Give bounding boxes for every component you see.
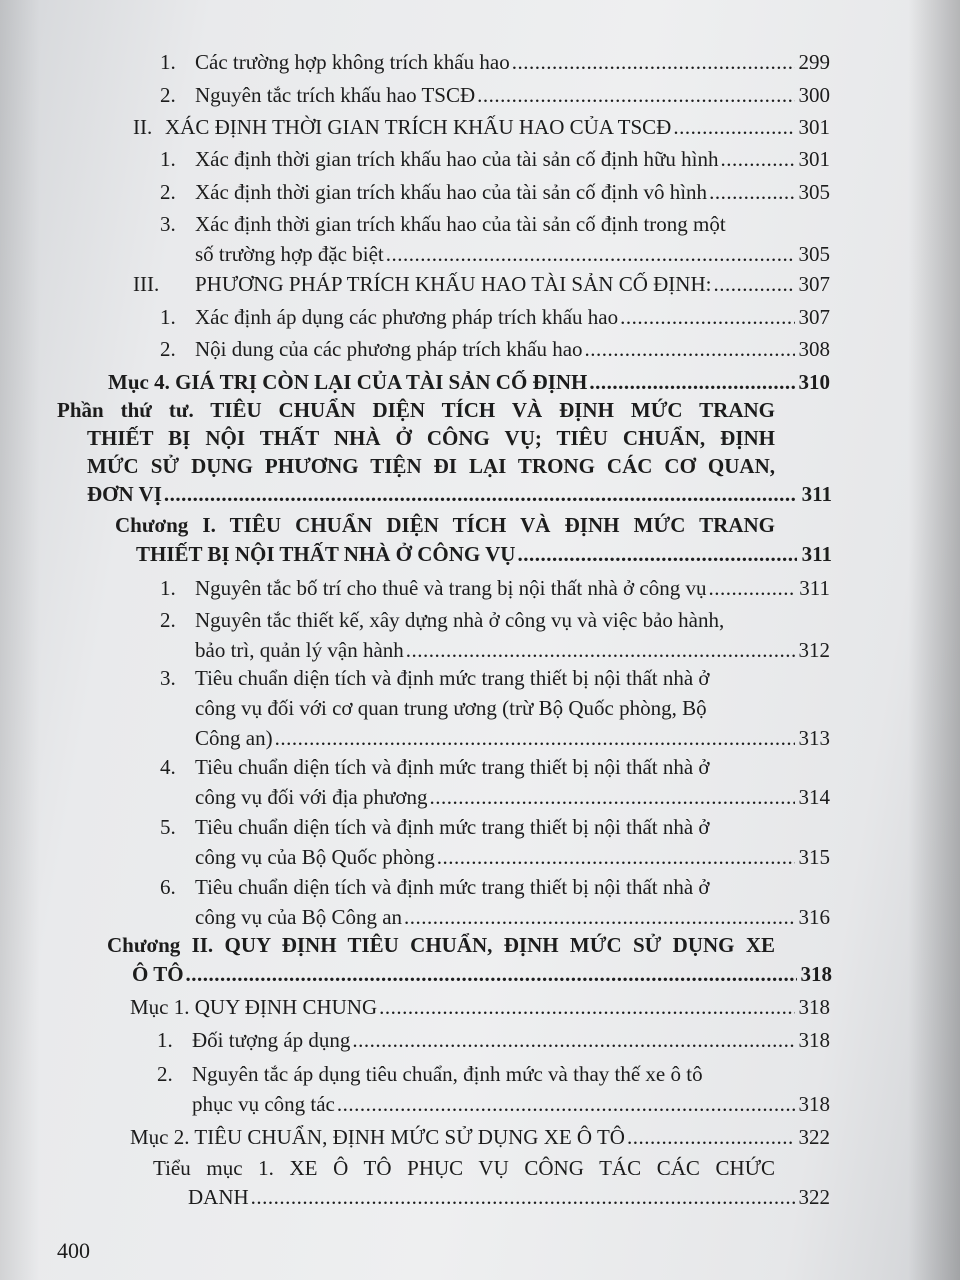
dot-leader [713, 269, 795, 299]
toc-entry-page: 314 [798, 785, 830, 809]
dot-leader [430, 782, 796, 812]
toc-entry-page: 307 [798, 272, 830, 296]
toc-entry [160, 302, 830, 332]
toc-entry [160, 573, 830, 603]
toc-entry-title: Tiêu chuẩn diện tích và định mức trang thiết bị nội thất nhà ở [195, 875, 710, 899]
toc-entry-title: Nguyên tắc bố trí cho thuê và trang bị nội thất nhà ở công vụ [195, 576, 707, 600]
toc-entry [133, 269, 830, 299]
toc-entry-title: Mục 4. GIÁ TRỊ CÒN LẠI CỦA TÀI SẢN CỐ ĐỊNH [108, 370, 588, 394]
toc-entry-title-cont: công vụ của Bộ Công an [195, 905, 403, 929]
dot-leader [708, 573, 795, 603]
dot-leader [477, 80, 795, 110]
toc-entry-title-cont: ĐƠN VỊ [87, 482, 162, 506]
toc-part-heading [57, 396, 832, 508]
toc-entry [160, 334, 830, 364]
toc-entry-title-cont: số trường hợp đặc biệt [195, 242, 384, 266]
dot-leader [186, 960, 797, 989]
dot-leader [337, 1089, 795, 1119]
toc-entry-page: 311 [799, 576, 830, 600]
toc-entry-page: 299 [798, 50, 830, 74]
toc-entry-title-cont: THIẾT BỊ NỘI THẤT NHÀ Ở CÔNG VỤ; TIÊU CHUẨN, ĐỊNH [87, 426, 775, 450]
toc-chapter-heading [107, 931, 832, 989]
dot-leader [386, 239, 795, 269]
toc-entry-number: 1. [160, 576, 176, 600]
toc-entry-number: 2. [160, 83, 176, 107]
toc-entry-page: 313 [798, 726, 830, 750]
dot-leader [517, 540, 797, 569]
toc-entry [160, 209, 830, 269]
toc-entry-title: XÁC ĐỊNH THỜI GIAN TRÍCH KHẤU HAO CỦA TSCĐ [165, 115, 672, 139]
toc-entry-title: Nội dung của các phương pháp trích khấu hao [195, 337, 583, 361]
dot-leader [709, 177, 795, 207]
toc-entry-title: Các trường hợp không trích khấu hao [195, 50, 510, 74]
toc-entry-number: 1. [157, 1028, 173, 1052]
toc-entry-title-cont: công vụ đối với địa phương [195, 785, 428, 809]
toc-entry [160, 752, 830, 812]
dot-leader [589, 367, 795, 397]
toc-entry-number: 2. [160, 180, 176, 204]
toc-entry-title-cont: công vụ của Bộ Quốc phòng [195, 845, 435, 869]
toc-entry-number: III. [133, 272, 160, 296]
toc-entry-page: 318 [798, 1092, 830, 1116]
toc-entry-title: Mục 2. TIÊU CHUẨN, ĐỊNH MỨC SỬ DỤNG XE Ô TÔ [130, 1125, 625, 1149]
toc-entry-page: 322 [798, 1125, 830, 1149]
toc-section-heading [130, 1122, 830, 1152]
toc-entry-title: Nguyên tắc thiết kế, xây dựng nhà ở công vụ và việc bảo hành, [195, 608, 725, 632]
toc-entry-title-cont: Ô TÔ [132, 962, 184, 986]
toc-entry-title: Nguyên tắc trích khấu hao TSCĐ [195, 83, 476, 107]
toc-entry [157, 1059, 830, 1119]
toc-entry-number: 4. [160, 755, 176, 779]
toc-entry-page: 301 [798, 147, 830, 171]
toc-entry-title: Tiêu chuẩn diện tích và định mức trang thiết bị nội thất nhà ở [195, 755, 710, 779]
toc-entry-number: 1. [160, 305, 176, 329]
toc-entry-title: Mục 1. QUY ĐỊNH CHUNG [130, 995, 378, 1019]
dot-leader [437, 842, 795, 872]
toc-entry [157, 1025, 830, 1055]
toc-section-heading [130, 992, 830, 1022]
toc-entry-number: 3. [160, 212, 176, 236]
toc-subsection-heading [153, 1154, 830, 1212]
toc-entry-page: 318 [800, 962, 832, 986]
dot-leader [379, 992, 795, 1022]
dot-leader [673, 112, 795, 142]
toc-entry [160, 812, 830, 872]
toc-entry-page: 312 [798, 638, 830, 662]
dot-leader [720, 144, 795, 174]
toc-entry-title-cont: MỨC SỬ DỤNG PHƯƠNG TIỆN ĐI LẠI TRONG CÁC CƠ QUAN, [87, 454, 775, 478]
toc-entry-title: Chương II. QUY ĐỊNH TIÊU CHUẨN, ĐỊNH MỨC SỬ DỤNG XE [107, 933, 775, 957]
toc-entry-page: 311 [801, 542, 832, 566]
toc-entry-title: Xác định áp dụng các phương pháp trích khấu hao [195, 305, 619, 329]
toc-entry-page: 305 [798, 242, 830, 266]
toc-entry-title-cont: THIẾT BỊ NỘI THẤT NHÀ Ở CÔNG VỤ [136, 542, 516, 566]
toc-entry [133, 112, 830, 142]
toc-entry-title: Nguyên tắc áp dụng tiêu chuẩn, định mức và thay thế xe ô tô [192, 1062, 703, 1086]
toc-entry-number: II. [133, 115, 153, 139]
toc-entry-page: 322 [798, 1185, 830, 1209]
toc-entry-title: Tiêu chuẩn diện tích và định mức trang thiết bị nội thất nhà ở [195, 666, 710, 690]
toc-entry-number: 2. [160, 608, 176, 632]
dot-leader [627, 1122, 795, 1152]
page-number: 400 [57, 1238, 90, 1263]
toc-entry [160, 663, 830, 753]
dot-leader [406, 635, 795, 665]
toc-entry-title: Phần thứ tư. TIÊU CHUẨN DIỆN TÍCH VÀ ĐỊNH MỨC TRANG [57, 398, 775, 422]
toc-entry-title: Xác định thời gian trích khấu hao của tài sản cố định hữu hình [195, 147, 719, 171]
toc-entry-page: 307 [798, 305, 830, 329]
toc-entry-page: 310 [798, 370, 830, 394]
toc-entry-page: 315 [798, 845, 830, 869]
toc-entry [160, 47, 830, 77]
toc-entry-page: 301 [798, 115, 830, 139]
toc-entry-number: 1. [160, 50, 176, 74]
toc-entry-title: PHƯƠNG PHÁP TRÍCH KHẤU HAO TÀI SẢN CỐ ĐỊNH: [195, 272, 712, 296]
toc-entry-page: 300 [798, 83, 830, 107]
toc-entry [160, 872, 830, 932]
toc-entry-page: 318 [798, 995, 830, 1019]
dot-leader [164, 480, 797, 508]
dot-leader [620, 302, 795, 332]
toc-entry-number: 5. [160, 815, 176, 839]
toc-entry-title: Chương I. TIÊU CHUẨN DIỆN TÍCH VÀ ĐỊNH MỨC TRANG [115, 513, 775, 537]
dot-leader [512, 47, 795, 77]
toc-entry-title-cont: bảo trì, quản lý vận hành [195, 638, 404, 662]
toc-entry-number: 2. [157, 1062, 173, 1086]
toc-entry-number: 1. [160, 147, 176, 171]
toc-entry-page: 311 [801, 482, 832, 506]
toc-section-heading [108, 367, 830, 397]
toc-entry-title: Tiêu chuẩn diện tích và định mức trang thiết bị nội thất nhà ở [195, 815, 710, 839]
toc-entry-title: Xác định thời gian trích khấu hao của tài sản cố định trong một [195, 212, 726, 236]
dot-leader [352, 1025, 795, 1055]
toc-entry-page: 305 [798, 180, 830, 204]
toc-entry [160, 80, 830, 110]
toc-entry-page: 318 [798, 1028, 830, 1052]
toc-entry [160, 144, 830, 174]
toc-entry [160, 177, 830, 207]
toc-entry-title: Tiểu mục 1. XE Ô TÔ PHỤC VỤ CÔNG TÁC CÁC CHỨC [153, 1156, 775, 1180]
toc-entry-title: Xác định thời gian trích khấu hao của tài sản cố định vô hình [195, 180, 708, 204]
toc-entry-title-cont: Công an) [195, 726, 273, 750]
dot-leader [251, 1183, 795, 1212]
toc-entry-title-cont: DANH [188, 1185, 249, 1209]
toc-entry-page: 316 [798, 905, 830, 929]
dot-leader [404, 902, 795, 932]
toc-entry-title-cont: công vụ đối với cơ quan trung ương (trừ Bộ Quốc phòng, Bộ [195, 696, 707, 720]
toc-entry-number: 2. [160, 337, 176, 361]
toc-entry-number: 6. [160, 875, 176, 899]
toc-entry [160, 605, 830, 665]
toc-entry-page: 308 [798, 337, 830, 361]
dot-leader [275, 723, 795, 753]
toc-entry-title-cont: phục vụ công tác [192, 1092, 335, 1116]
toc-entry-title: Đối tượng áp dụng [192, 1028, 351, 1052]
toc-chapter-heading [115, 511, 832, 569]
toc-entry-number: 3. [160, 666, 176, 690]
dot-leader [585, 334, 795, 364]
